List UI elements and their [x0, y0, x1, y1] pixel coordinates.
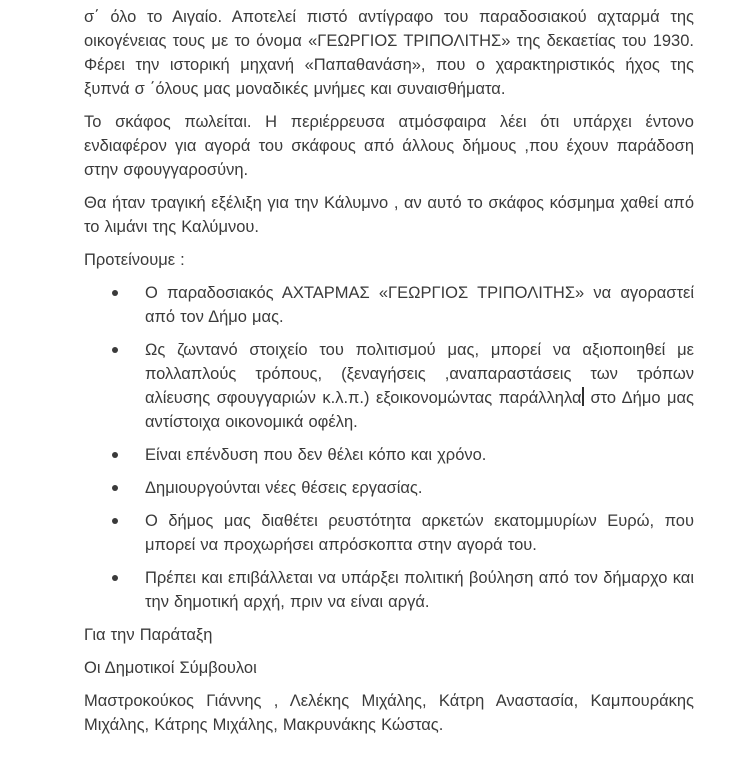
bullet-item-political-will: [145, 566, 694, 614]
paragraph-tragic-loss: Θα ήταν τραγική εξέλιξη για την Κάλυμνο , αν αυτό το σκάφος κόσμημα χαθεί από το λιμάνι της Καλύμνου.: [84, 194, 694, 236]
paragraph-propose-heading: Προτείνουμε :: [84, 251, 185, 269]
bullet-text: Ο παραδοσιακός ΑΧΤΑΡΜΑΣ «ΓΕΩΡΓΙΟΣ ΤΡΙΠΟΛΙΤΗΣ» να αγοραστεί από τον Δήμο μας.: [145, 284, 694, 326]
bullet-dot-icon: [112, 485, 118, 491]
paragraph-councillor-names: Μαστροκούκος Γιάννης , Λελέκης Μιχάλης, Κάτρη Αναστασία, Καμπουράκης Μιχάλης, Κάτρης Μιχάλης, Μακρυνάκης Κώστας.: [84, 692, 694, 734]
bullet-dot-icon: [112, 452, 118, 458]
bullet-text: στο Δήμο μας αντίστοιχα οικονομικά οφέλη.: [145, 389, 694, 431]
proposal-bullet-list: [84, 281, 694, 614]
bullet-text: Δημιουργούνται νέες θέσεις εργασίας.: [145, 479, 423, 497]
signoff-faction: Για την Παράταξη: [84, 626, 213, 644]
bullet-text: Πρέπει και επιβάλλεται να υπάρξει πολιτική βούληση από τον δήμαρχο και την δημοτική αρχή, πριν να είναι αργά.: [145, 569, 694, 611]
bullet-text: Ως ζωντανό στοιχείο του πολιτισμού μας, μπορεί να αξιοποιηθεί με πολλαπλούς τρόπους, (ξεναγήσεις ,αναπαραστάσεις των τρόπων αλίευσης σφουγγαριών κ.λ.π.) εξοικονομώντας παράλληλα: [145, 341, 694, 407]
bullet-item-new-jobs: [145, 476, 694, 500]
bullet-text: Ο δήμος μας διαθέτει ρευστότητα αρκετών εκατομμυρίων Ευρώ, που μπορεί να προχωρήσει απρόσκοπτα στην αγορά του.: [145, 512, 694, 554]
bullet-item-investment: [145, 443, 694, 467]
bullet-dot-icon: [112, 575, 118, 581]
signoff-councillors: Οι Δημοτικοί Σύμβουλοι: [84, 659, 257, 677]
bullet-dot-icon: [112, 518, 118, 524]
paragraph-aegean-boat: σ΄ όλο το Αιγαίο. Αποτελεί πιστό αντίγραφο του παραδοσιακού αχταρμά της οικογένειας τους με το όνομα «ΓΕΩΡΓΙΟΣ ΤΡΙΠΟΛΙΤΗΣ» της δεκαετίας του 1930. Φέρει την ιστορική μηχανή «Παπαθανάση», που ο χαρακτηριστικός ήχος της ξυπνά σ ΄όλους μας μοναδικές μνήμες και συναισθήματα.: [84, 8, 694, 98]
bullet-dot-icon: [112, 347, 118, 353]
bullet-dot-icon: [112, 290, 118, 296]
bullet-item-liquidity: [145, 509, 694, 557]
bullet-text: Είναι επένδυση που δεν θέλει κόπο και χρόνο.: [145, 446, 487, 464]
bullet-item-buy-boat: [145, 281, 694, 329]
paragraph-boat-for-sale: Το σκάφος πωλείται. Η περιέρρευσα ατμόσφαιρα λέει ότι υπάρχει έντονο ενδιαφέρον για αγορά του σκάφους από άλλους δήμους ,που έχουν παράδοση στην σφουγγαροσύνη.: [84, 113, 694, 179]
bullet-item-cultural-use: [145, 338, 694, 434]
